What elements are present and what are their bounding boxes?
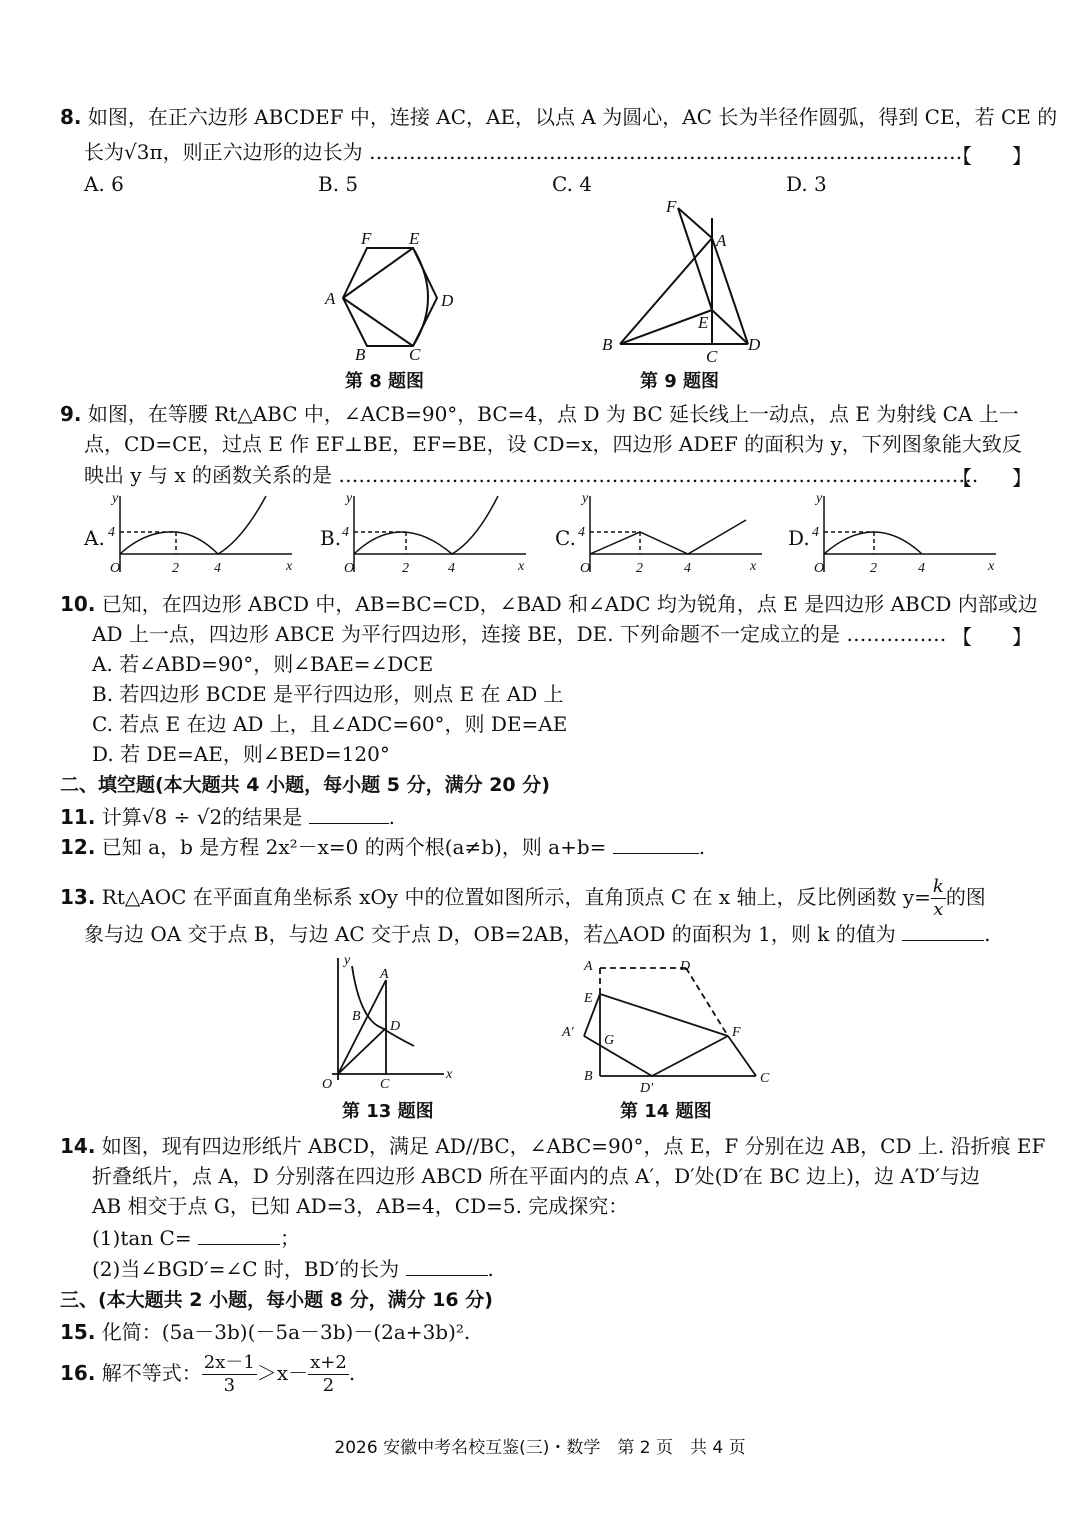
q8-line1 — [60, 103, 1057, 131]
q9-graph-b — [340, 492, 530, 582]
q15-text: 化简：(5a－3b)(－5a－3b)－(2a+3b)². — [101, 1320, 471, 1344]
q9b-origin: O — [344, 561, 355, 576]
q9-triangle-figure — [598, 197, 768, 366]
q9c-ytick-4: 4 — [578, 525, 585, 540]
q9-label-D: D — [748, 335, 761, 354]
q13-text-1a: Rt△AOC 在平面直角坐标系 xOy 中的位置如图所示，直角顶点 C 在 x 轴上，反比例函数 y= — [101, 885, 931, 909]
q9a-origin: O — [110, 561, 121, 576]
q9d-ytick-4: 4 — [812, 525, 819, 540]
q13-label-C: C — [380, 1077, 390, 1092]
q10-option-b: B. 若四边形 BCDE 是平行四边形，则点 E 在 AD 上 — [92, 682, 564, 706]
q13-line2 — [84, 920, 990, 948]
q12-number: 12. — [60, 835, 96, 859]
q8-answer-bracket: 【 】 — [952, 144, 1032, 168]
q14-line3: AB 相交于点 G，已知 AD=3，AB=4，CD=5. 完成探究： — [92, 1194, 629, 1218]
q9-graph-d — [810, 492, 1000, 582]
q13-label-A: A — [380, 967, 389, 982]
q10-option-c: C. 若点 E 在边 AD 上，且∠ADC=60°，则 DE=AE — [92, 712, 568, 736]
q14-part1-text: (1)tan C= — [92, 1226, 192, 1250]
q11-answer-blank[interactable] — [309, 803, 389, 824]
q9-figure-caption: 第 9 题图 — [640, 371, 720, 392]
q13-number: 13. — [60, 885, 96, 909]
q8-option-a: A. 6 — [84, 172, 124, 196]
q16-f1-den: 3 — [223, 1375, 236, 1396]
q8-figure-caption: 第 8 题图 — [345, 371, 425, 392]
q8-hexagon-figure — [325, 229, 465, 364]
q14-label-G: G — [604, 1033, 615, 1048]
q16-end: . — [348, 1361, 356, 1385]
q13-label-O: O — [322, 1077, 333, 1092]
q14-part2 — [92, 1255, 494, 1283]
q8-number: 8. — [60, 105, 82, 129]
q14-line2: 折叠纸片，点 A，D 分别落在四边形 ABCD 所在平面内的点 A′，D′处(D′在 BC 边上)，边 A′D′与边 — [92, 1164, 980, 1188]
q8-label-B: B — [355, 345, 366, 364]
q16-f2-den: 2 — [322, 1375, 335, 1396]
q13-frac-den: x — [933, 899, 944, 920]
q14-part1 — [92, 1224, 300, 1252]
q13-coordinate-figure — [318, 950, 468, 1090]
page-footer: 2026 安徽中考名校互鉴(三)・数学 第 2 页 共 4 页 — [334, 1438, 746, 1458]
q8-label-A: A — [325, 289, 336, 308]
q10-text-1: 已知，在四边形 ABCD 中，AB=BC=CD，∠BAD 和∠ADC 均为锐角，点 E 是四边形 ABCD 内部或边 — [101, 592, 1038, 616]
q9-graph-c — [576, 492, 766, 582]
q9-line3: 映出 y 与 x 的函数关系的是 …………………………………………………………………………………… — [84, 463, 979, 487]
q10-option-a: A. 若∠ABD=90°，则∠BAE=∠DCE — [92, 652, 434, 676]
q14-part2-text: (2)当∠BGD′=∠C 时，BD′的长为 — [92, 1257, 400, 1281]
q14-label-A-prime: A′ — [562, 1025, 574, 1040]
q9-graph-a-letter: A. — [84, 526, 105, 550]
q11-end: . — [388, 805, 395, 829]
q13-frac-num: k — [932, 876, 944, 897]
q9c-tick-2: 2 — [636, 561, 643, 576]
q14-part2-blank[interactable] — [406, 1255, 488, 1276]
q9d-tick-4: 4 — [918, 561, 925, 576]
q9-line1 — [60, 400, 1019, 428]
q14-part2-end: . — [487, 1257, 494, 1281]
q13-label-y: y — [344, 953, 351, 968]
q9b-y-label: y — [346, 491, 353, 506]
q9d-tick-2: 2 — [870, 561, 877, 576]
q14-line1 — [60, 1132, 1045, 1160]
q9b-tick-4: 4 — [448, 561, 455, 576]
q9b-ytick-4: 4 — [342, 525, 349, 540]
q8-label-D: D — [441, 291, 454, 310]
q9b-x-label: x — [518, 559, 525, 574]
q14-label-D-prime: D′ — [640, 1081, 654, 1096]
q9d-y-label: y — [816, 491, 823, 506]
q9-answer-bracket: 【 】 — [952, 466, 1032, 490]
q9-graph-c-letter: C. — [555, 526, 576, 550]
q13-line1 — [60, 876, 986, 921]
q13-text-1b: 的图 — [945, 885, 986, 909]
q14-label-B: B — [584, 1069, 593, 1084]
q9-label-A: A — [716, 231, 727, 250]
q12-line — [60, 833, 705, 861]
q8-option-d: D. 3 — [786, 172, 827, 196]
q8-line2: 长为√3π，则正六边形的边长为 ……………………………………………………………………………… — [84, 140, 969, 164]
q10-option-d: D. 若 DE=AE，则∠BED=120° — [92, 742, 390, 766]
q9a-x-label: x — [286, 559, 293, 574]
q16-mid: ＞x－ — [256, 1361, 309, 1385]
q9-label-B: B — [602, 335, 613, 354]
q8-text-1: 如图，在正六边形 ABCDEF 中，连接 AC，AE，以点 A 为圆心，AC 长为半径作圆弧，得到 CE，若 CE 的 — [87, 105, 1058, 129]
q12-text: 已知 a，b 是方程 2x²－x=0 的两个根(a≠b)，则 a+b= — [101, 835, 607, 859]
q11-number: 11. — [60, 805, 96, 829]
q9-graph-a — [106, 492, 296, 582]
section-2-heading: 二、填空题(本大题共 4 小题，每小题 5 分，满分 20 分) — [60, 774, 550, 796]
q9d-x-label: x — [988, 559, 995, 574]
q9-text-1: 如图，在等腰 Rt△ABC 中，∠ACB=90°，BC=4，点 D 为 BC 延长线上一动点，点 E 为射线 CA 上一 — [87, 402, 1019, 426]
q14-label-E: E — [584, 991, 593, 1006]
q16-fraction-2 — [308, 1352, 349, 1397]
q13-label-x: x — [446, 1067, 453, 1082]
q13-answer-blank[interactable] — [902, 920, 984, 941]
q11-expression: √8 ÷ √2 — [141, 805, 223, 829]
q9a-tick-4: 4 — [214, 561, 221, 576]
q16-fraction-1 — [202, 1352, 257, 1397]
q13-end: . — [984, 922, 991, 946]
q15-line — [60, 1318, 470, 1346]
q9c-x-label: x — [750, 559, 757, 574]
q14-label-C: C — [760, 1071, 770, 1086]
q16-line — [60, 1348, 355, 1398]
section-3-heading: 三、(本大题共 2 小题，每小题 8 分，满分 16 分) — [60, 1289, 493, 1311]
q14-part1-end: ； — [279, 1226, 300, 1250]
q9-label-E: E — [698, 313, 709, 332]
q9b-tick-2: 2 — [402, 561, 409, 576]
q9c-origin: O — [580, 561, 591, 576]
q9-line2: 点，CD=CE，过点 E 作 EF⊥BE，EF=BE，设 CD=x，四边形 ADEF 的面积为 y，下列图象能大致反 — [84, 432, 1022, 456]
q9-graph-d-letter: D. — [788, 526, 810, 550]
q12-end: . — [698, 835, 706, 859]
q9c-y-label: y — [582, 491, 589, 506]
q9-graph-b-letter: B. — [320, 526, 342, 550]
q9a-y-label: y — [112, 491, 119, 506]
q10-answer-bracket: 【 】 — [952, 625, 1032, 649]
q9a-ytick-4: 4 — [108, 525, 115, 540]
q14-text-1: 如图，现有四边形纸片 ABCD，满足 AD//BC，∠ABC=90°，点 E，F 分别在边 AB，CD 上. 沿折痕 EF — [101, 1134, 1046, 1158]
q10-number: 10. — [60, 592, 96, 616]
q15-number: 15. — [60, 1320, 96, 1344]
q9-label-F: F — [666, 197, 677, 216]
q13-label-B: B — [352, 1009, 361, 1024]
q10-line1 — [60, 590, 1038, 618]
q13-figure-caption: 第 13 题图 — [342, 1101, 434, 1122]
q12-answer-blank[interactable] — [613, 833, 699, 854]
q14-part1-blank[interactable] — [198, 1224, 280, 1245]
q13-fraction — [931, 876, 946, 921]
q11-line — [60, 803, 395, 831]
q16-text-a: 解不等式： — [101, 1361, 202, 1385]
q13-label-D: D — [390, 1019, 401, 1034]
q16-f1-num: 2x－1 — [203, 1352, 255, 1373]
q8-label-E: E — [409, 229, 420, 248]
q9-number: 9. — [60, 402, 82, 426]
q8-option-c: C. 4 — [552, 172, 593, 196]
q9a-tick-2: 2 — [172, 561, 179, 576]
q14-label-A: A — [584, 959, 593, 974]
q14-figure-caption: 第 14 题图 — [620, 1101, 712, 1122]
q8-option-b: B. 5 — [318, 172, 359, 196]
q16-f2-num: x+2 — [310, 1352, 347, 1373]
q9d-origin: O — [814, 561, 825, 576]
q11-text-a: 计算 — [101, 805, 142, 829]
q8-label-C: C — [409, 345, 421, 364]
q16-number: 16. — [60, 1361, 96, 1385]
q14-fold-figure — [560, 952, 790, 1096]
q8-label-F: F — [361, 229, 372, 248]
q14-label-D: D — [680, 959, 691, 974]
q14-label-F: F — [732, 1025, 741, 1040]
q11-text-c: 的结果是 — [222, 805, 303, 829]
q10-line2: AD 上一点，四边形 ABCE 为平行四边形，连接 BE，DE. 下列命题不一定成立的是 …………… — [92, 622, 947, 646]
q9c-tick-4: 4 — [684, 561, 691, 576]
q14-number: 14. — [60, 1134, 96, 1158]
q13-text-2: 象与边 OA 交于点 B，与边 AC 交于点 D，OB=2AB，若△AOD 的面积为 1，则 k 的值为 — [84, 922, 896, 946]
q9-label-C: C — [706, 347, 718, 366]
